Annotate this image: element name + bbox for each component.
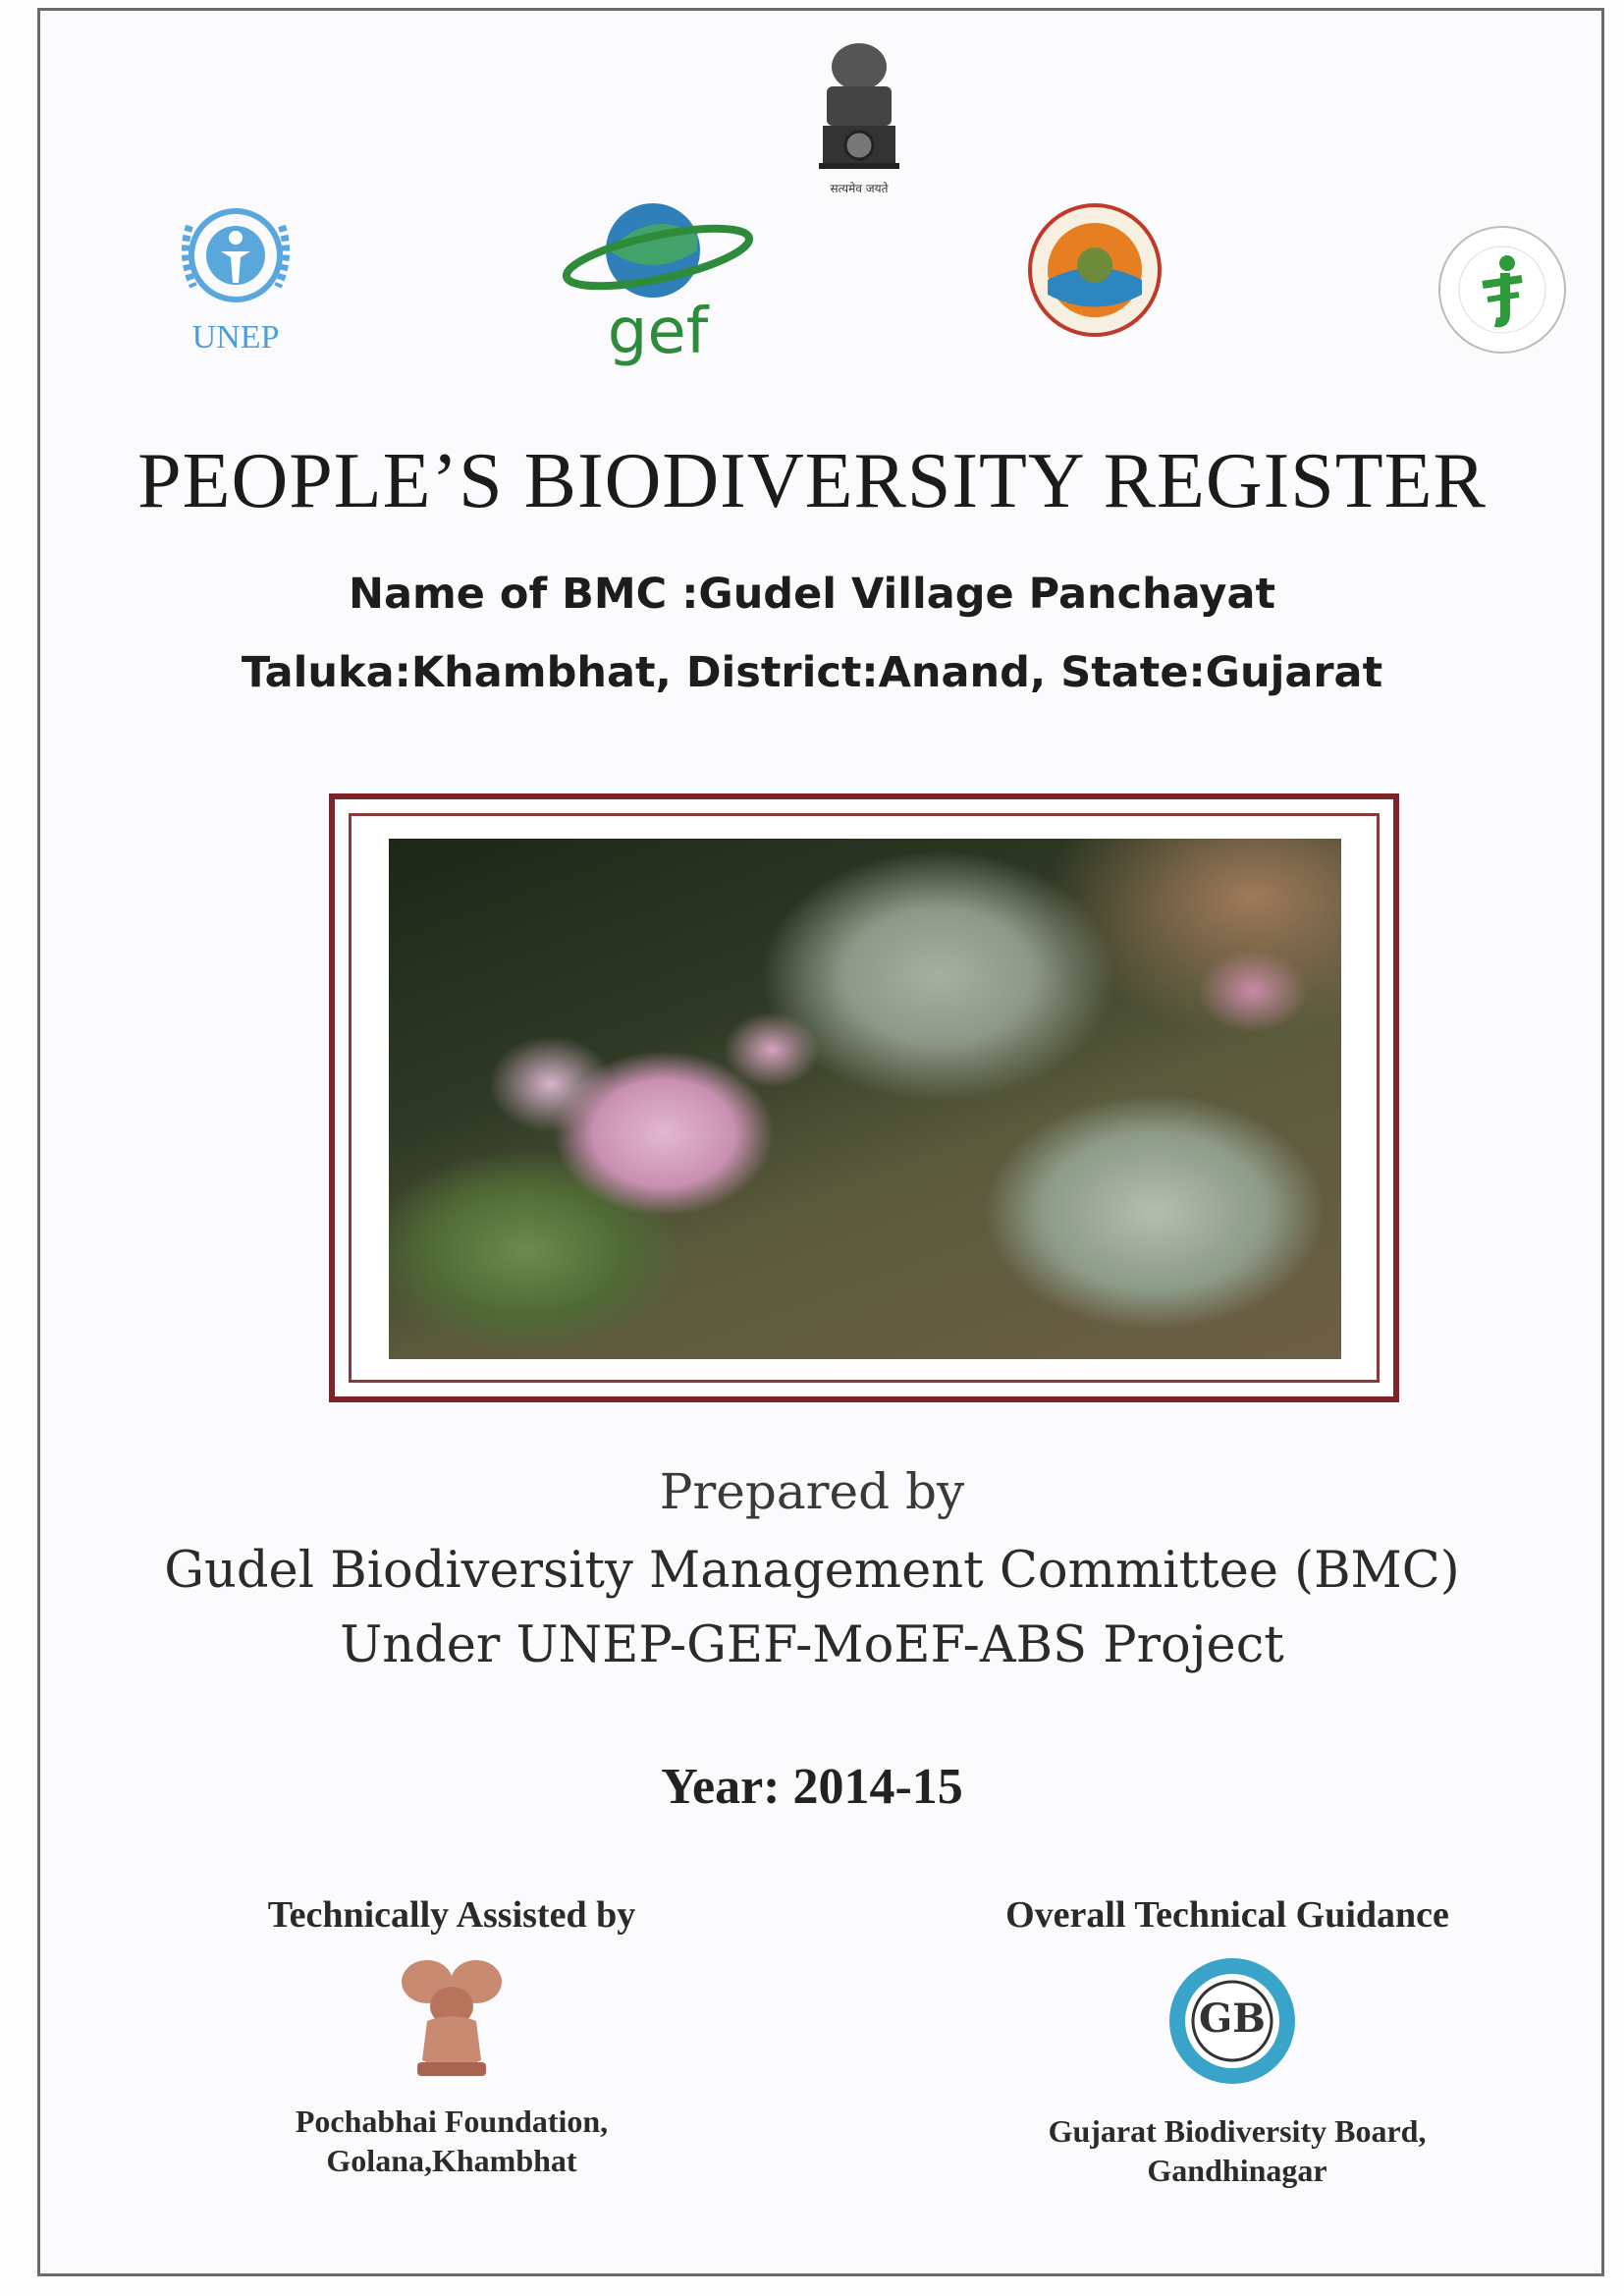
nba-logo [1429, 216, 1576, 363]
gbb-name-line2: Gandhinagar [1147, 2153, 1327, 2188]
gujarat-biodiversity-board-logo [1164, 1952, 1301, 2090]
prepared-by-project: Under UNEP-GEF-MoEF-ABS Project [340, 1616, 1284, 1674]
gbb-name-line1: Gujarat Biodiversity Board, [1048, 2113, 1427, 2149]
gef-logo [560, 196, 756, 368]
year-label: Year: 2014-15 [661, 1759, 963, 1815]
gbb-logo-text: GB [1199, 1995, 1266, 2042]
technical-assistance-heading: Technically Assisted by [267, 1894, 636, 1936]
unep-logo [162, 196, 309, 354]
emblem-motto: सत्यमेव जयते [830, 182, 889, 195]
pochabhai-foundation-name [216, 2102, 687, 2180]
prepared-by-committee: Gudel Biodiversity Management Committee (BMC) [164, 1542, 1460, 1600]
bmc-name: Name of BMC :Gudel Village Panchayat [348, 570, 1276, 619]
gef-label: gef [607, 296, 709, 368]
gujarat-biodiversity-board-name [982, 2111, 1492, 2190]
national-emblem-icon [805, 39, 913, 196]
pochabhai-name-line2: Golana,Khambhat [326, 2143, 577, 2178]
location-line: Taluka:Khambhat, District:Anand, State:Gujarat [241, 648, 1383, 697]
page-title: PEOPLE’S BIODIVERSITY REGISTER [137, 438, 1487, 524]
prepared-by-label: Prepared by [659, 1463, 965, 1520]
pochabhai-foundation-logo [388, 1952, 515, 2085]
unep-label: UNEP [191, 319, 280, 355]
ngrba-logo [1021, 196, 1168, 344]
pochabhai-name-line1: Pochabhai Foundation, [295, 2104, 609, 2139]
calotropis-flower-photo [389, 839, 1341, 1359]
cover-photo-frame [329, 793, 1399, 1402]
technical-guidance-heading: Overall Technical Guidance [1005, 1894, 1449, 1936]
